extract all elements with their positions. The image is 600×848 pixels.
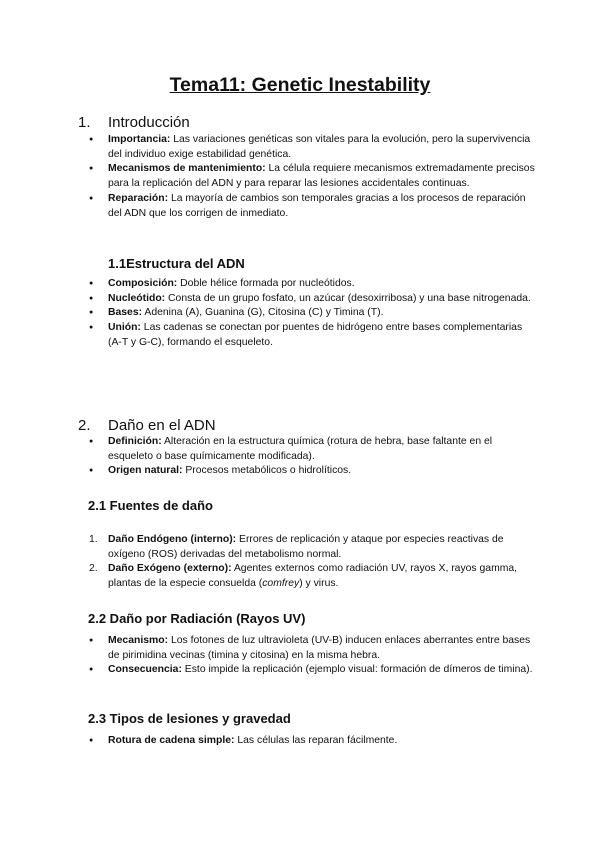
list-item: ● Consecuencia: Esto impide la replicación (ejemplo visual: formación de dímeros de timina). xyxy=(87,663,537,678)
section-2-2-list xyxy=(87,634,537,678)
list-number: 1. xyxy=(89,534,98,545)
section-2-2-heading: 2.2 Daño por Radiación (Rayos UV) xyxy=(88,611,306,626)
section-1-number: 1. xyxy=(78,114,91,131)
list-item: 1. Daño Endógeno (interno): Errores de replicación y ataque por especies reactivas de oxígeno (ROS) derivadas del metabolismo normal. xyxy=(89,534,504,560)
section-2-3-list xyxy=(87,734,537,749)
section-1-heading xyxy=(78,114,190,132)
section-2-3-heading: 2.3 Tipos de lesiones y gravedad xyxy=(88,711,291,726)
section-2-1-list xyxy=(87,533,537,592)
list-item: ● Bases: Adenina (A), Guanina (G), Citosina (C) y Timina (T). xyxy=(87,306,537,321)
list-item: 2. Daño Exógeno (externo): Agentes externos como radiación UV, rayos X, rayos gamma, plantas de la especie consuelda (comfrey) y virus. xyxy=(89,563,518,590)
section-2-1-heading: 2.1 Fuentes de daño xyxy=(88,498,213,513)
list-item: ● Nucleótido: Consta de un grupo fosfato, un azúcar (desoxirribosa) y una base nitrogenada. xyxy=(87,292,537,307)
list-item: ● Composición: Doble hélice formada por nucleótidos. xyxy=(87,277,537,292)
section-1-1-heading: 1.1Estructura del ADN xyxy=(108,256,245,271)
list-item: ● Unión: Las cadenas se conectan por puentes de hidrógeno entre bases complementarias (A-T y G-C), formando el esqueleto. xyxy=(87,321,537,350)
list-item: ● Definición: Alteración en la estructura química (rotura de hebra, base faltante en el esqueleto o base químicamente modificada). xyxy=(87,435,537,464)
section-2-number: 2. xyxy=(78,417,91,434)
list-item: ● Mecanismos de mantenimiento: La célula requiere mecanismos extremadamente precisos para la replicación del ADN y para reparar las lesiones accidentales continuas. xyxy=(87,162,537,191)
list-item: ● Reparación: La mayoría de cambios son temporales gracias a los procesos de reparación del ADN que los corrigen de inmediato. xyxy=(87,192,537,221)
section-2-heading xyxy=(78,417,216,435)
section-2-title: Daño en el ADN xyxy=(108,417,216,434)
section-1-1-list xyxy=(87,277,537,351)
list-number: 2. xyxy=(89,563,98,575)
list-item: ● Origen natural: Procesos metabólicos o hidrolíticos. xyxy=(87,464,537,479)
section-1-title: Introducción xyxy=(108,114,190,131)
section-1-list xyxy=(87,133,537,221)
list-item: ● Importancia: Las variaciones genéticas son vitales para la evolución, pero la supervivencia del individuo exige estabilidad genética. xyxy=(87,133,537,162)
list-item: ● Rotura de cadena simple: Las células las reparan fácilmente. xyxy=(87,734,537,749)
section-2-list xyxy=(87,435,537,479)
page-title: Tema11: Genetic Inestability xyxy=(169,74,431,96)
list-item: ● Mecanismo: Los fotones de luz ultravioleta (UV-B) inducen enlaces aberrantes entre bases de pirimidina vecinas (timina y citosina) en la misma hebra. xyxy=(87,634,537,663)
